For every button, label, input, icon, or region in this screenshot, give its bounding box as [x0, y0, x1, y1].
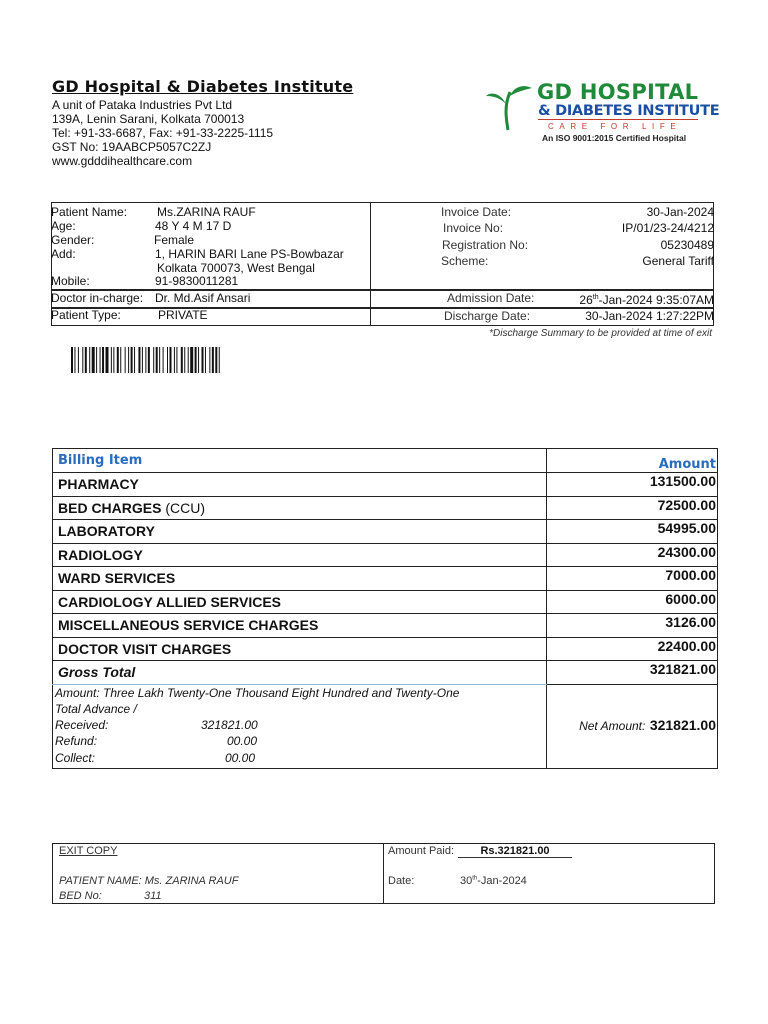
hospital-address-line: 139A, Lenin Sarani, Kolkata 700013 — [52, 112, 245, 126]
barcode-bar — [195, 347, 197, 373]
barcode-bar — [138, 347, 140, 373]
barcode-bar — [188, 347, 189, 373]
billing-item-name — [53, 496, 547, 520]
amount-in-words: Amount: Three Lakh Twenty-One Thousand Eight Hundred and Twenty-One — [55, 685, 460, 700]
discharge-date: 30-Jan-2024 1:27:22PM — [585, 309, 714, 323]
billing-row — [53, 496, 718, 520]
invoice-date-label: Invoice Date: — [441, 205, 512, 219]
exit-date-day: 30 — [460, 875, 473, 887]
exit-date-suffix: th — [472, 875, 478, 882]
billing-row — [53, 590, 718, 614]
barcode-bar — [212, 347, 214, 373]
barcode-bar — [106, 347, 109, 373]
barcode-bar — [142, 347, 143, 373]
billing-item-name — [53, 543, 547, 567]
barcode-bar — [100, 347, 101, 373]
doctor-label: Doctor in-charge: — [51, 291, 144, 305]
barcode-bar — [113, 347, 114, 373]
received-line — [55, 717, 544, 733]
barcode-bar — [181, 347, 183, 373]
divider — [383, 844, 384, 903]
logo-certification: An ISO 9001:2015 Certified Hospital — [542, 133, 687, 143]
billing-item-name — [53, 520, 547, 544]
patient-mobile: 91-9830011281 — [155, 274, 239, 288]
exit-patient-name: PATIENT NAME: Ms. ZARINA RAUF — [59, 875, 239, 887]
barcode-bar — [78, 347, 79, 373]
billing-item-amount: 131500.00 — [547, 473, 718, 497]
billing-item-suffix: (CCU) — [161, 499, 206, 516]
barcode-bar — [174, 347, 175, 373]
billing-item-label: LABORATORY — [58, 523, 155, 540]
billing-item-label: WARD SERVICES — [58, 570, 176, 587]
barcode-bar — [111, 347, 112, 373]
patient-gender: Female — [154, 233, 195, 247]
gross-total-amount: 321821.00 — [547, 661, 718, 685]
billing-item-amount: 3126.00 — [547, 614, 718, 638]
admission-day: 26 — [579, 293, 593, 307]
billing-row — [53, 567, 718, 591]
barcode-bar — [167, 347, 168, 373]
patient-type-label: Patient Type: — [51, 308, 121, 322]
patient-name-label: Patient Name: — [51, 205, 128, 219]
bed-no: 311 — [144, 890, 162, 902]
billing-item-amount: 7000.00 — [547, 567, 718, 591]
billing-item-header: Billing Item — [53, 449, 547, 473]
collect-amount: 00.00 — [225, 750, 256, 765]
barcode-bar — [117, 347, 119, 373]
payment-summary — [53, 684, 547, 768]
barcode-bar — [85, 347, 87, 373]
exit-date-label: Date: — [388, 875, 415, 887]
mobile-label: Mobile: — [51, 274, 90, 288]
received-label: Received: — [55, 718, 109, 733]
barcode-bar — [102, 347, 104, 373]
barcode-bar — [209, 347, 210, 373]
doctor-name: Dr. Md.Asif Ansari — [155, 291, 251, 305]
barcode-bar — [219, 347, 220, 373]
billing-item-label: CARDIOLOGY ALLIED SERVICES — [58, 593, 281, 610]
billing-item-label: BED CHARGES — [58, 499, 162, 516]
billing-item-name — [53, 637, 547, 661]
scheme-label: Scheme: — [441, 254, 489, 268]
patient-type: PRIVATE — [158, 308, 208, 322]
barcode-bar — [163, 347, 164, 373]
hospital-website: www.gdddihealthcare.com — [52, 154, 193, 168]
registration-label: Registration No: — [442, 238, 529, 252]
barcode-bar — [92, 347, 95, 373]
billing-item-amount: 54995.00 — [547, 520, 718, 544]
billing-row — [53, 614, 718, 638]
collect-label: Collect: — [55, 750, 96, 765]
patient-address-line2: Kolkata 700073, West Bengal — [157, 261, 315, 275]
logo-title: GD HOSPITAL — [537, 80, 699, 104]
billing-header-row — [53, 449, 718, 473]
refund-amount: 00.00 — [227, 734, 258, 749]
barcode-bar — [145, 347, 146, 373]
barcode-bar — [202, 347, 204, 373]
billing-item-name — [53, 590, 547, 614]
barcode-bar — [96, 347, 97, 373]
barcode-bar — [156, 347, 158, 373]
barcode-bar — [148, 347, 150, 373]
barcode-bar — [170, 347, 172, 373]
barcode-bar — [215, 347, 217, 373]
discharge-date-label: Discharge Date: — [444, 309, 531, 323]
barcode-bar — [120, 347, 121, 373]
billing-item-label: RADIOLOGY — [58, 546, 143, 563]
barcode-bar — [74, 347, 75, 373]
admission-rest: -Jan-2024 9:35:07AM — [598, 293, 714, 307]
barcode-bar — [128, 347, 129, 373]
exit-date — [460, 875, 527, 887]
gross-total-row — [53, 661, 718, 685]
billing-item-amount: 24300.00 — [547, 543, 718, 567]
barcode-bar — [176, 347, 177, 373]
barcode-bar — [184, 347, 185, 373]
admission-date-label: Admission Date: — [447, 291, 535, 305]
billing-row — [53, 543, 718, 567]
amount-paid-label: Amount Paid: — [388, 845, 455, 857]
age-label: Age: — [51, 219, 76, 233]
address-label: Add: — [51, 247, 76, 261]
barcode-bar — [134, 347, 135, 373]
logo-subtitle: & DIABETES INSTITUTE — [538, 103, 720, 119]
logo-tagline: CARE FOR LIFE — [548, 122, 682, 131]
barcode-icon — [71, 347, 273, 373]
gross-total-label: Gross Total — [53, 661, 547, 685]
billing-item-label: DOCTOR VISIT CHARGES — [58, 640, 232, 657]
invoice-no-label: Invoice No: — [443, 221, 504, 235]
billing-row — [53, 520, 718, 544]
net-amount: 321821.00 — [649, 717, 716, 733]
billing-item-name — [53, 473, 547, 497]
barcode-bar — [153, 347, 154, 373]
refund-line — [55, 733, 544, 749]
barcode-bar — [82, 347, 83, 373]
billing-item-amount: 22400.00 — [547, 637, 718, 661]
barcode-bar — [71, 347, 73, 373]
amount-header: Amount — [547, 449, 718, 473]
exit-date-rest: -Jan-2024 — [477, 875, 527, 887]
barcode-bar — [190, 347, 193, 373]
barcode-bar — [205, 347, 206, 373]
patient-name: Ms.ZARINA RAUF — [157, 205, 256, 219]
hospital-logo-icon — [484, 82, 538, 132]
net-amount-label: Net Amount: — [579, 719, 646, 733]
billing-item-name — [53, 567, 547, 591]
discharge-note: *Discharge Summary to be provided at time of exit — [489, 328, 712, 339]
refund-label: Refund: — [55, 734, 98, 749]
barcode-bar — [125, 347, 126, 373]
net-amount-cell — [547, 684, 718, 768]
bed-no-label: BED No: — [59, 890, 102, 902]
billing-row — [53, 637, 718, 661]
total-advance-label: Total Advance / — [55, 701, 137, 716]
registration-no: 05230489 — [660, 238, 714, 252]
billing-table — [52, 448, 718, 769]
invoice-no: IP/01/23-24/4212 — [621, 221, 714, 235]
admission-day-suffix: th — [592, 294, 599, 301]
invoice-date: 30-Jan-2024 — [646, 205, 714, 219]
hospital-gst: GST No: 19AABCP5057C2ZJ — [52, 140, 212, 154]
billing-item-label: MISCELLANEOUS SERVICE CHARGES — [58, 617, 319, 634]
exit-copy-title: EXIT COPY — [59, 845, 118, 857]
billing-item-label: PHARMACY — [58, 476, 139, 493]
barcode-bar — [159, 347, 160, 373]
hospital-phone: Tel: +91-33-6687, Fax: +91-33-2225-1115 — [52, 126, 274, 140]
hospital-address-line: A unit of Pataka Industries Pvt Ltd — [52, 98, 233, 112]
hospital-name: GD Hospital & Diabetes Institute — [52, 77, 354, 96]
patient-age: 48 Y 4 M 17 D — [155, 219, 232, 233]
barcode-bar — [198, 347, 199, 373]
billing-item-amount: 72500.00 — [547, 496, 718, 520]
scheme: General Tariff — [642, 254, 714, 268]
patient-info-box — [51, 202, 714, 326]
amount-paid: Rs.321821.00 — [458, 845, 572, 858]
barcode-bar — [89, 347, 90, 373]
collect-line — [55, 750, 544, 766]
gender-label: Gender: — [51, 233, 95, 247]
payment-summary-row — [53, 684, 718, 768]
barcode-bar — [131, 347, 133, 373]
billing-item-name — [53, 614, 547, 638]
patient-address-line1: 1, HARIN BARI Lane PS-Bowbazar — [155, 247, 344, 261]
billing-row — [53, 473, 718, 497]
admission-date — [579, 291, 714, 307]
billing-item-amount: 6000.00 — [547, 590, 718, 614]
received-amount: 321821.00 — [201, 718, 258, 733]
logo-divider — [538, 119, 698, 120]
